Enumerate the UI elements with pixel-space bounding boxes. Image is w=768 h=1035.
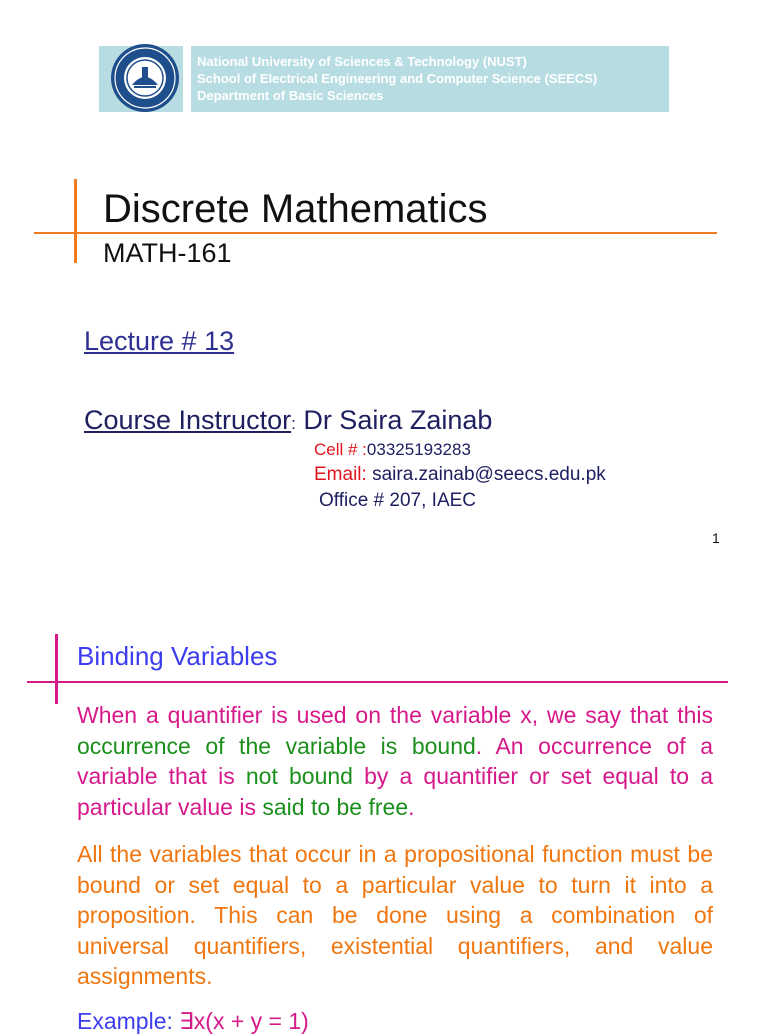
instructor-label: Course Instructor xyxy=(84,405,292,435)
school-line: School of Electrical Engineering and Computer Science (SEECS) xyxy=(197,71,598,86)
page-number: 1 xyxy=(712,530,720,546)
institution-line: National University of Sciences & Technology (NUST) xyxy=(197,54,527,69)
course-title: Discrete Mathematics xyxy=(103,187,488,231)
instructor-colon: : xyxy=(291,414,296,433)
example-row xyxy=(77,1008,309,1035)
example-label: Example: xyxy=(77,1008,173,1034)
title-vertical-rule xyxy=(74,179,77,263)
email-value: saira.zainab@seecs.edu.pk xyxy=(366,464,606,485)
instructor-name: Dr Saira Zainab xyxy=(295,405,493,435)
office-row: Office # 207, IAEC xyxy=(319,490,477,511)
cell-label: Cell # : xyxy=(314,440,367,459)
paragraph-propositional-function: All the variables that occur in a propositional function must be bound or set equal to a particular value to turn it into a proposition. This can be done using a combination of universal quantifiers, existential quantifiers, and value assignments. xyxy=(77,841,713,989)
paragraph-bound-free xyxy=(77,700,713,822)
title-horizontal-rule xyxy=(34,232,717,234)
institution-text xyxy=(197,53,597,104)
cell-value: 03325193283 xyxy=(366,440,471,459)
p1-highlight: occurrence of the variable is bound xyxy=(77,732,476,759)
banner-divider xyxy=(183,46,191,112)
section-title: Binding Variables xyxy=(77,641,278,671)
email-label: Email: xyxy=(314,464,367,485)
section-horizontal-rule xyxy=(27,681,728,683)
section-vertical-rule xyxy=(55,634,58,704)
p1-highlight: said to be free xyxy=(262,793,409,820)
email-row xyxy=(314,464,606,486)
course-code: MATH-161 xyxy=(103,238,232,268)
university-seal-icon xyxy=(108,41,182,120)
department-line: Department of Basic Sciences xyxy=(197,88,384,103)
lecture-number: Lecture # 13 xyxy=(84,326,235,356)
p1-segment: . xyxy=(408,793,415,820)
p1-segment: by a quantifier or set equal to a particular value is xyxy=(77,763,713,820)
p1-segment: When a quantifier is used on the variable x, we say that this xyxy=(77,702,713,728)
example-formula: ∃x(x + y = 1) xyxy=(172,1008,309,1034)
p1-segment: . An occurrence of a variable that is xyxy=(77,732,713,789)
p1-highlight: not bound xyxy=(245,763,353,789)
instructor-row xyxy=(84,405,492,436)
cell-row xyxy=(314,440,471,460)
